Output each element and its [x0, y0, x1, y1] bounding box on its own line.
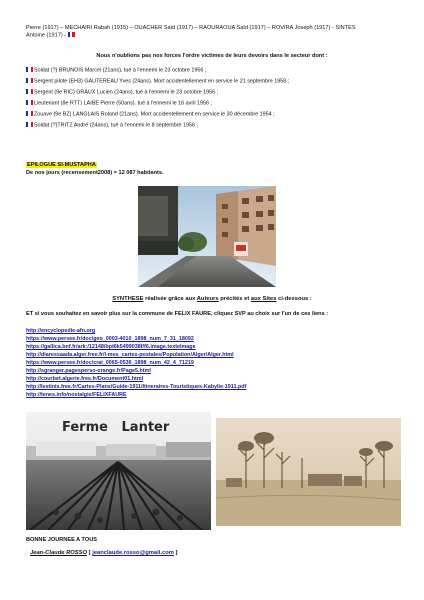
- french-flag-icon: [26, 122, 33, 127]
- sites-word: aux Sites: [250, 296, 277, 302]
- french-flag-icon: [26, 89, 33, 94]
- author-name: Jean-Claude ROSSO: [30, 550, 88, 556]
- auteurs-word: Auteurs: [196, 296, 219, 302]
- link-encyclopedie-afn[interactable]: http://encyclopedie-afn.org: [26, 328, 96, 334]
- farm-sign: Ferme Lanter: [62, 420, 170, 435]
- links-intro: ET si vous souhaitez en savoir plus sur la commune de FELIX FAURE, cliquez SVP au choix sur l'un de ces liens :: [26, 311, 329, 317]
- french-flag-icon: [26, 78, 33, 83]
- list-item: Soldat (?) BRUNOIS Marcel (21ans), tué à l'ennemi le 23 octobre 1956 ;: [26, 67, 206, 75]
- link-sgranger[interactable]: http://sgranger.pagesperso-orange.fr/Page5.html: [26, 368, 151, 374]
- author-signature: Jean-Claude ROSSO [ jeanclaude.rosso@gmail.com ]: [30, 550, 178, 556]
- synthese-word: SYNTHESE: [112, 296, 144, 302]
- population-text: De nos jours (recensement2008) = 12 087 habitants.: [26, 170, 164, 176]
- link-persee-crai[interactable]: https://www.persee.fr/doc/crai_0065-0536_1898_num_42_4_71219: [26, 360, 194, 366]
- synthese-line: SYNTHESE réalisée grâce aux Auteurs précités et aux Sites ci-dessous :: [112, 296, 312, 302]
- header-names-line1: Pierre (1917) – MECHAIRI Rabah (1915) – OUACHER Saïd (1917) – RAOURAOUA Saïd (1917) – ROVIRA Joseph (1917) - SINTES: [26, 25, 356, 31]
- link-persee-geo[interactable]: https://www.persee.fr/doc/geo_0003-4010_1898_num_7_31_18092: [26, 336, 194, 342]
- list-item: Sergent pilote (EH3) GAUTEREAU Yves (24ans). Mort accidentellement en service le 21 septembre 1958 ;: [26, 78, 289, 86]
- author-email-link[interactable]: jeanclaude.rosso@gmail.com: [92, 550, 174, 556]
- link-tenes[interactable]: http://tenes.info/nostalgie/FELIXFAURE: [26, 392, 127, 398]
- list-item: Soldat (?)TRITZ André (24ans), tué à l'ennemi le 8 septembre 1956 ;: [26, 122, 198, 130]
- epilogue-heading: [26, 153, 97, 171]
- header-names: [26, 25, 406, 40]
- link-courbet[interactable]: http://courbet.algerie.free.fr/Document01.html: [26, 376, 144, 382]
- epilogue-title: EPILOGUE SI-MUSTAPHA: [27, 162, 96, 168]
- list-item: Sergent (9e RIC) GRAUX Lucien (24ans), tué à l'ennemi le 23 octobre 1956 ;: [26, 89, 218, 97]
- list-item: Lieutenant (8e RTT) LAIBE Pierre (50ans). tué à l'ennemi le 16 avril 1956 ;: [26, 100, 212, 108]
- closing-text: BONNE JOURNEE A TOUS: [26, 537, 97, 543]
- header-names-line2: Antoine (1917) -: [26, 32, 67, 39]
- french-flag-icon: [68, 32, 75, 37]
- french-flag-icon: [26, 111, 33, 116]
- link-gallica[interactable]: https://gallica.bnf.fr/ark:/12148/bpt6k5499038f/f6.image.texteImage: [26, 344, 196, 350]
- french-flag-icon: [26, 67, 33, 72]
- street-photo-image: [138, 186, 276, 287]
- postcard-photo: [216, 418, 401, 526]
- link-diaressaada[interactable]: http://diaressaada.alger.free.fr/l-mes_cartes-postales/Population/Alger/Alger.html: [26, 352, 234, 358]
- farm-lanter-photo: [26, 412, 211, 530]
- link-lestinis[interactable]: http://lestinis.free.fr/Cartes-Plans/Guide-1911/Itineraires-Touristiques-Kabylie-1911.pdf: [26, 384, 247, 390]
- postcard-image: [216, 418, 401, 526]
- forces-title: Nous n'oublions pas nos forces l'ordre victimes de leurs devoirs dans le secteur dont :: [96, 53, 328, 59]
- list-item: Zouave (9e BZ) LANGLAIS Roland (21ans). Mort accidentellement en service le 30 décembre 1954 ;: [26, 111, 275, 119]
- street-photo: [138, 186, 276, 287]
- french-flag-icon: [26, 100, 33, 105]
